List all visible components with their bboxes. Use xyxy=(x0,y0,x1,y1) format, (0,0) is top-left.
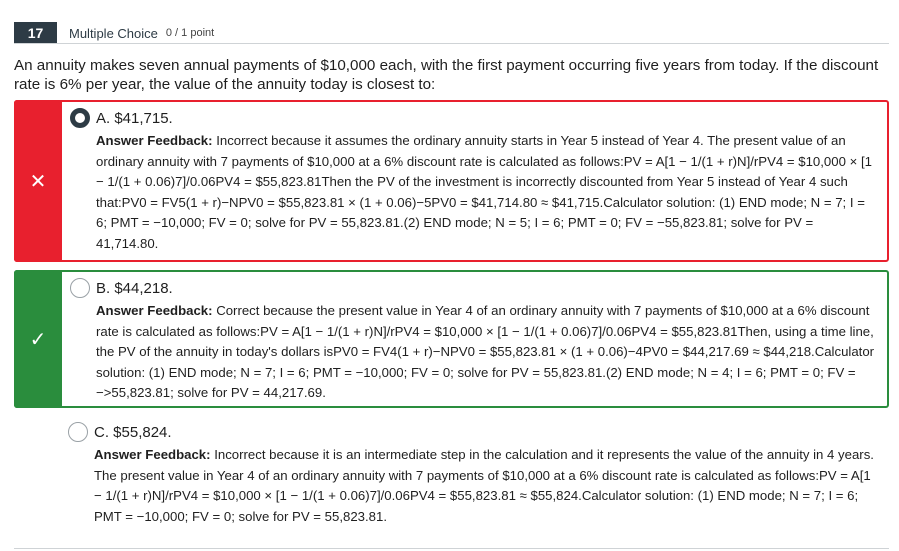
option-a-content xyxy=(96,109,877,254)
option-c-content xyxy=(94,423,879,527)
option-c-label: C. $55,824. xyxy=(94,424,172,441)
option-b-feedback xyxy=(96,301,877,404)
option-b-radio[interactable] xyxy=(70,278,90,298)
option-a-radio[interactable] xyxy=(70,108,90,128)
check-icon: ✓ xyxy=(29,328,47,351)
question-type: Multiple Choice xyxy=(69,25,158,41)
bottom-divider xyxy=(14,548,889,549)
option-a-feedback-text: Incorrect because it assumes the ordinary annuity starts in Year 5 instead of Year 4. The present value of an ordinary annuity with 7 payments of $10,000 at a 6% discount rate is calculated as follows:PV = A[1 − 1/(1 + r)N]/rPV4 = $10,000 × [1 − 1/(1 + 0.06)7]/0.06PV4 = $55,823.81Then the PV of the investment is incorrectly discounted from Year 5 instead of Year 4 such that:PV0 = FV5(1 + r)−NPV0 = $55,823.81 × (1 + 0.06)−5PV0 = $41,714.80 ≈ $41,715.Calculator solution: (1) END mode; N = 7; I = 6; PMT = −10,000; FV = 0; solve for PV = 55,823.81.(2) END mode; N = 5; I = 6; PMT = 0; FV = −55,823.81; solve for PV = 41,714.80. xyxy=(96,133,872,251)
option-c-feedback-text: Incorrect because it is an intermediate step in the calculation and it represents the value of the annuity in 4 years. The present value in Year 4 of an ordinary annuity with 7 payments of $10,000 at a 6% discount rate is calculated as follows:PV = A[1 − 1/(1 + r)N]/rPV4 = $10,000 × [1 − 1/(1 + 0.06)7]/0.06PV4 = $55,823.81 ≈ $55,824.Calculator solution: (1) END mode; N = 7; I = 6; PMT = −10,000; FV = 0; solve for PV = 55,823.81. xyxy=(94,447,874,524)
answer-option-a[interactable] xyxy=(14,100,889,262)
option-b-label: B. $44,218. xyxy=(96,280,173,297)
option-a-label: A. $41,715. xyxy=(96,110,173,127)
option-b-content xyxy=(96,279,877,404)
header-divider xyxy=(14,43,889,44)
correct-marker xyxy=(14,270,62,408)
option-b-feedback-text: Correct because the present value in Year 4 of an ordinary annuity with 7 payments of $10,000 at a 6% discount rate is calculated as follows:PV = A[1 − 1/(1 + r)N]/rPV4 = $10,000 × [1 − 1/(1 + 0.06)7]/0.06PV4 = $55,823.81Then, using a time line, the PV of the annuity in today's dollars isPV0 = FV4(1 + r)−NPV0 = $55,823.81 × (1 + 0.06)−4PV0 = $44,217.69 ≈ $44,218.Calculator solution: (1) END mode; N = 7; I = 6; PMT = −10,000; FV = 0; solve for PV = 55,823.81.(2) END mode; N = 4; I = 6; PMT = 0; FV = −>55,823.81; solve for PV = 44,217.69. xyxy=(96,303,875,400)
x-icon: ✕ xyxy=(29,170,47,193)
question-header xyxy=(14,22,214,44)
option-c-radio[interactable] xyxy=(68,422,88,442)
option-a-feedback-title: Answer Feedback: xyxy=(96,133,217,148)
option-b-feedback-title: Answer Feedback: xyxy=(96,303,217,318)
question-number: 17 xyxy=(14,22,57,44)
question-text: An annuity makes seven annual payments of $10,000 each, with the first payment occurring five years from today. If the discount rate is 6% per year, the value of the annuity today is closest to: xyxy=(14,57,879,93)
question-points: 0 / 1 point xyxy=(165,27,215,39)
option-a-feedback xyxy=(96,131,877,254)
answer-option-b[interactable] xyxy=(14,270,889,408)
option-c-feedback-title: Answer Feedback: xyxy=(94,447,215,462)
answer-option-c[interactable] xyxy=(14,416,889,534)
incorrect-marker xyxy=(14,100,62,262)
option-c-feedback xyxy=(94,445,879,527)
